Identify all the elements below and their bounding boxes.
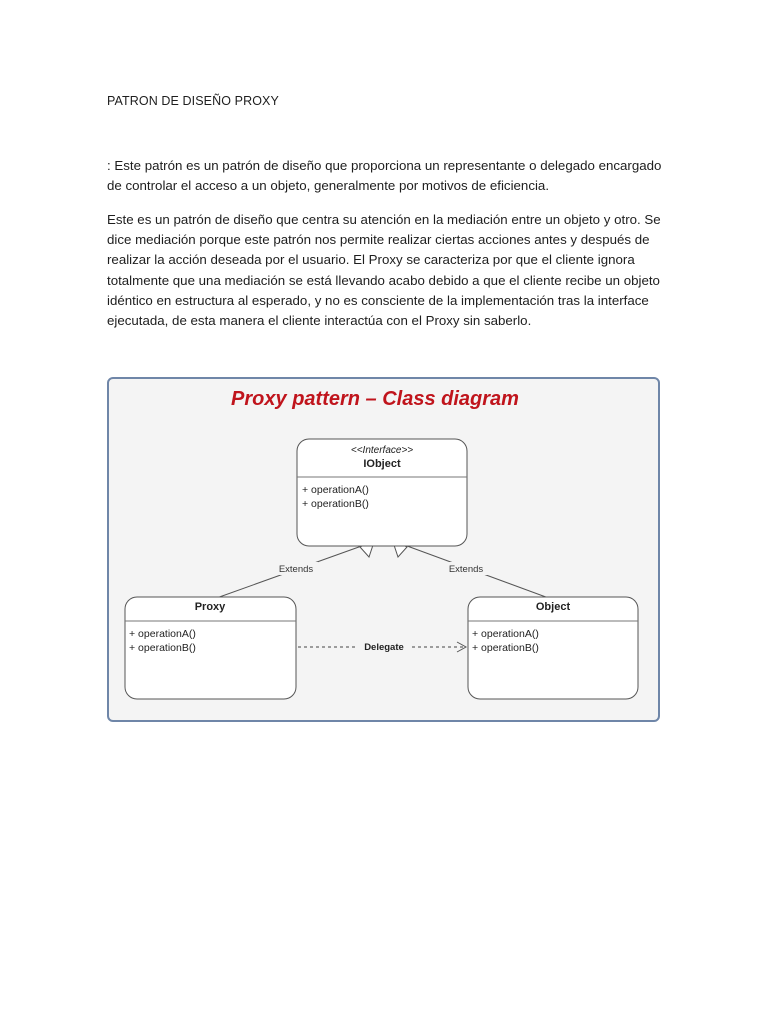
interface-stereotype: <<Interface>> <box>350 445 414 456</box>
extends-label-right: Extends <box>448 564 484 575</box>
object-class-name: Object <box>535 601 571 613</box>
interface-operation: + operationA() <box>302 484 369 496</box>
proxy-class-box <box>125 597 296 699</box>
interface-name: IObject <box>363 458 401 470</box>
delegate-label: Delegate <box>364 642 404 653</box>
interface-class-box <box>297 439 467 546</box>
proxy-operation: + operationA() <box>129 628 196 640</box>
extends-label-left: Extends <box>278 564 314 575</box>
class-diagram-figure <box>107 377 660 722</box>
object-operation: + operationB() <box>472 642 539 654</box>
object-operation: + operationA() <box>472 628 539 640</box>
interface-operation: + operationB() <box>302 498 369 510</box>
proxy-operation: + operationB() <box>129 642 196 654</box>
intro-paragraph: : Este patrón es un patrón de diseño que proporciona un representante o delegado encargado de controlar el acceso a un objeto, generalmente por motivos de eficiencia. <box>107 158 662 194</box>
class-diagram-svg <box>109 379 658 720</box>
proxy-class-name: Proxy <box>194 601 226 613</box>
object-class-box <box>468 597 638 699</box>
document-title: PATRON DE DISEÑO PROXY <box>107 94 279 108</box>
diagram-title: Proxy pattern – Class diagram <box>231 388 519 410</box>
description-paragraph: Este es un patrón de diseño que centra su atención en la mediación entre un objeto y otro. Se dice mediación porque este patrón nos permite realizar ciertas acciones antes y después de realizar la acción deseada por el usuario. El Proxy se caracteriza por que el cliente ignora totalmente que una mediación se está llevando acabo debido a que el cliente recibe un objeto idéntico en estructura al esperado, y no es consciente de la implementación tras la interface ejecutada, de esta manera el cliente interactúa con el Proxy sin saberlo. <box>107 212 661 329</box>
